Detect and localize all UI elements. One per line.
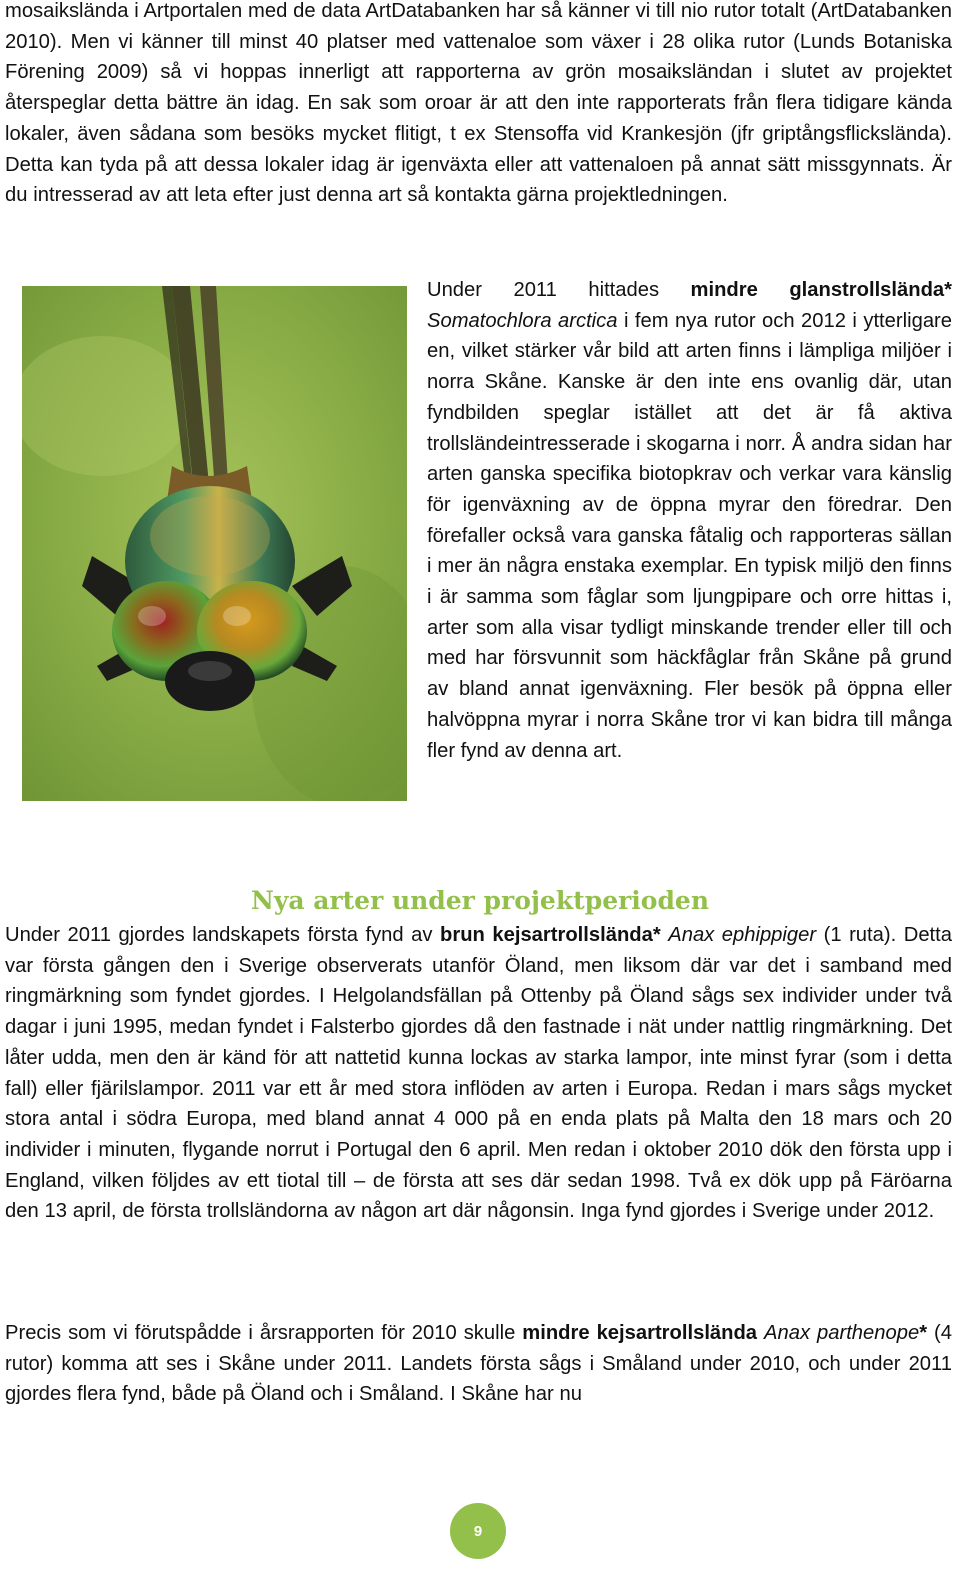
- section-heading: Nya arter under projektperioden: [250, 886, 710, 915]
- ephippiger-lead: Under 2011 gjordes landskapets första fynd av: [5, 924, 433, 946]
- ephippiger-name: brun kejsartrollslända*: [440, 924, 661, 946]
- anax-ephippiger-paragraph: [5, 920, 952, 1227]
- ephippiger-latin: Anax ephippiger: [668, 924, 817, 946]
- page-number-badge: [450, 1503, 506, 1559]
- dragonfly-photo: [22, 286, 407, 801]
- parthenope-asterisk: *: [919, 1322, 928, 1344]
- parthenope-lead: Precis som vi förutspådde i årsrapporten för 2010 skulle: [5, 1322, 516, 1344]
- ephippiger-rest: (1 ruta). Detta var första gången den i Sverige observerats utanför Öland, men liksom där var det i samband med ringmärkning som fyndet gjordes. I Helgolandsfällan på Ottenby på Öland sågs sex individer under två dagar i juni 1995, medan fyndet i Falsterbo gjordes då den fastnade i nät under nattlig ringmärkning. Det låter udda, men den är känd för att nattetid kunna lockas av starka lampor, inte minst fyrar (som i detta fall) eller fjärilslampor. 2011 var ett år med stora inflöden av arten i Europa. Redan i mars sågs mycket stora antal i södra Europa, med bland annat 4 000 på en enda plats på Malta den 18 mars och 20 individer i minuten, flygande norrut i Portugal den 6 april. Men redan i oktober 2010 dök den första upp i England, vilken följdes av ett tiotal till – de första att ses där sedan 1998. Två ex dök upp på Färöarna den 13 april, de första trollsländorna av någon art där någonsin. Inga fynd gjordes i Sverige under 2012.: [5, 924, 952, 1223]
- page-number: 9: [473, 1522, 483, 1540]
- parthenope-rest: (4 rutor) komma att ses i Skåne under 2011. Landets första sågs i Småland under 2010, och under 2011 gjordes flera fynd, både på Öland och i Småland. I Skåne har nu: [5, 1322, 952, 1406]
- somatochlora-name: mindre glanstrollslända*: [690, 279, 952, 301]
- parthenope-latin: Anax parthenope: [764, 1322, 920, 1344]
- somatochlora-lead: Under 2011 hittades: [427, 279, 660, 301]
- parthenope-name: mindre kejsartrollslända: [522, 1322, 758, 1344]
- somatochlora-latin: Somatochlora arctica: [427, 309, 618, 332]
- intro-paragraph: mosaikslända i Artportalen med de data ArtDatabanken har så känner vi till nio rutor totalt (ArtDatabanken 2010). Men vi känner till minst 40 platser med vattenaloe som växer i 28 olika rutor (Lunds Botaniska Förening 2009) så vi hoppas innerligt att rapporterna av grön mosaiksländan i slutet av projektet återspeglar detta bättre än idag. En sak som oroar är att den inte rapporterats från flera tidigare kända lokaler, även sådana som besöks mycket flitigt, t ex Stensoffa vid Krankesjön (jfr griptångsflickslända). Detta kan tyda på att dessa lokaler idag är igenväxta eller att vattenaloen på annat sätt missgynnats. Är du intresserad av att leta efter just denna art så kontakta gärna projektledningen.: [5, 0, 952, 207]
- anax-parthenope-paragraph: [5, 1318, 952, 1410]
- somatochlora-paragraph: [427, 275, 952, 766]
- somatochlora-rest: i fem nya rutor och 2012 i ytterligare en, vilket stärker vår bild att arten finns i lämpliga miljöer i norra Skåne. Kanske är den inte ens ovanlig där, utan fyndbilden speglar istället att det är få aktiva trollsländeintresserade i skogarna i norr. Å andra sidan har arten ganska specifika biotopkrav och verkar vara känslig för igenväxning av de öppna myrar den föredrar. Den förefaller också vara ganska fåtalig och rapporteras sällan i mer än några enstaka exemplar. En typisk miljö den finns i är samma som fåglar som ljungpipare och orre hittas i, arter som alla visar tydligt minskande trender eller till och med har försvunnit som häckfåglar från Skåne på grund av bland annat igenväxning. Fler besök på öppna eller halvöppna myrar i norra Skåne tror vi kan bidra till många fler fynd av denna art.: [427, 309, 952, 762]
